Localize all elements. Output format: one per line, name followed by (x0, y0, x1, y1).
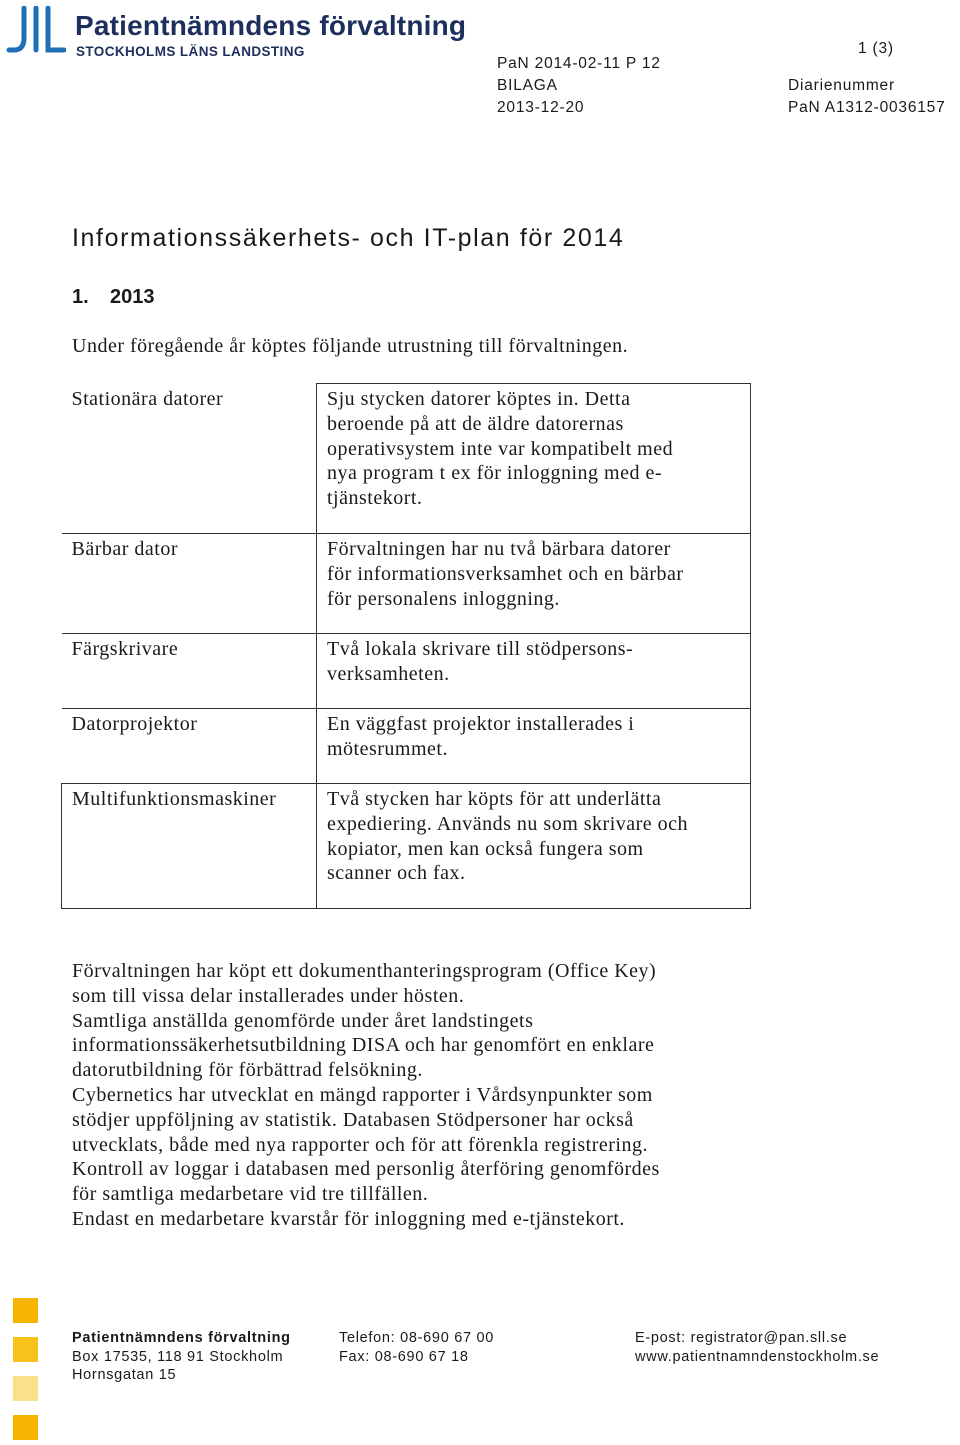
attachment-label: BILAGA (497, 77, 558, 94)
body-line: informationssäkerhetsutbildning DISA och har genomfört en enklare (72, 1034, 655, 1057)
body-line: Samtliga anställda genomförde under året landstingets (72, 1009, 534, 1032)
footer-fax: Fax: 08-690 67 18 (339, 1349, 469, 1365)
footer-phone: Telefon: 08-690 67 00 (339, 1330, 494, 1346)
reference-line: PaN 2014-02-11 P 12 (497, 55, 661, 72)
body-line: Kontroll av loggar i databasen med personlig återföring genomfördes (72, 1158, 660, 1181)
org-name: Patientnämndens förvaltning (75, 10, 467, 41)
equipment-description: En väggfast projektor installerades i mötesrummet. (317, 709, 751, 784)
equipment-description: Sju stycken datorer köptes in. Detta beroende på att de äldre datorernas operativsystem inte var kompatibelt med nya program t ex för inloggning med e- tjänstekort. (317, 384, 751, 534)
equipment-table (61, 383, 751, 909)
diary-number: PaN A1312-0036157 (788, 99, 946, 116)
section-title: 2013 (110, 286, 155, 308)
footer-website-link[interactable]: www.patientnamndenstockholm.se (635, 1349, 880, 1365)
footer-square-1 (13, 1298, 38, 1323)
equipment-item: Stationära datorer (71, 387, 224, 410)
body-line: som till vissa delar installerades under hösten. (72, 984, 465, 1007)
table-row (62, 534, 751, 634)
body-line: Endast en medarbetare kvarstår för inloggning med e-tjänstekort. (72, 1207, 625, 1230)
body-line: datorutbildning för förbättrad felsökning. (72, 1059, 423, 1082)
body-line: för samtliga medarbetare vid tre tillfällen. (72, 1183, 429, 1206)
body-line: Förvaltningen har köpt ett dokumenthanteringsprogram (Office Key) (72, 960, 657, 982)
equipment-description: Två stycken har köpts för att underlätta expediering. Används nu som skrivare och kopiator, men kan också fungera som scanner och fax. (317, 784, 751, 909)
section-number: 1. (72, 286, 89, 308)
footer-email[interactable]: E-post: registrator@pan.sll.se (635, 1330, 848, 1346)
footer-address-1: Box 17535, 118 91 Stockholm (72, 1349, 284, 1365)
footer-org: Patientnämndens förvaltning (72, 1330, 291, 1346)
footer-address-2: Hornsgatan 15 (72, 1367, 177, 1383)
table-row (62, 709, 751, 784)
body-line: utvecklats, både med nya rapporter och för att förenkla registrering. (72, 1133, 648, 1156)
equipment-item: Multifunktionsmaskiner (62, 784, 317, 909)
footer-square-4 (13, 1415, 38, 1440)
body-line: Cybernetics har utvecklat en mängd rapporter i Vårdsynpunkter som (72, 1083, 653, 1106)
sll-logo-icon (6, 6, 66, 58)
intro-text: Under föregående år köptes följande utrustning till förvaltningen. (72, 335, 629, 357)
diary-label: Diarienummer (788, 77, 895, 94)
body-line: stödjer uppföljning av statistik. Databasen Stödpersoner har också (72, 1108, 634, 1131)
equipment-description: Förvaltningen har nu två bärbara datorer för informationsverksamhet och en bärbar för personalens inloggning. (317, 534, 751, 634)
page-number: 1 (3) (858, 40, 894, 57)
table-row (62, 634, 751, 709)
footer-square-2 (13, 1337, 38, 1362)
equipment-item: Bärbar dator (71, 538, 179, 560)
section-heading (72, 286, 155, 309)
document-date: 2013-12-20 (497, 99, 585, 116)
body-text (72, 959, 752, 1232)
equipment-item: Färgskrivare (71, 638, 179, 660)
table-row (62, 384, 751, 534)
footer-square-3 (13, 1376, 38, 1401)
org-subtitle: STOCKHOLMS LÄNS LANDSTING (76, 44, 305, 59)
equipment-description: Två lokala skrivare till stödpersons- verksamheten. (317, 634, 751, 709)
equipment-item: Datorprojektor (71, 713, 198, 735)
table-row (62, 784, 751, 909)
document-title: Informationssäkerhets- och IT-plan för 2014 (72, 224, 625, 252)
